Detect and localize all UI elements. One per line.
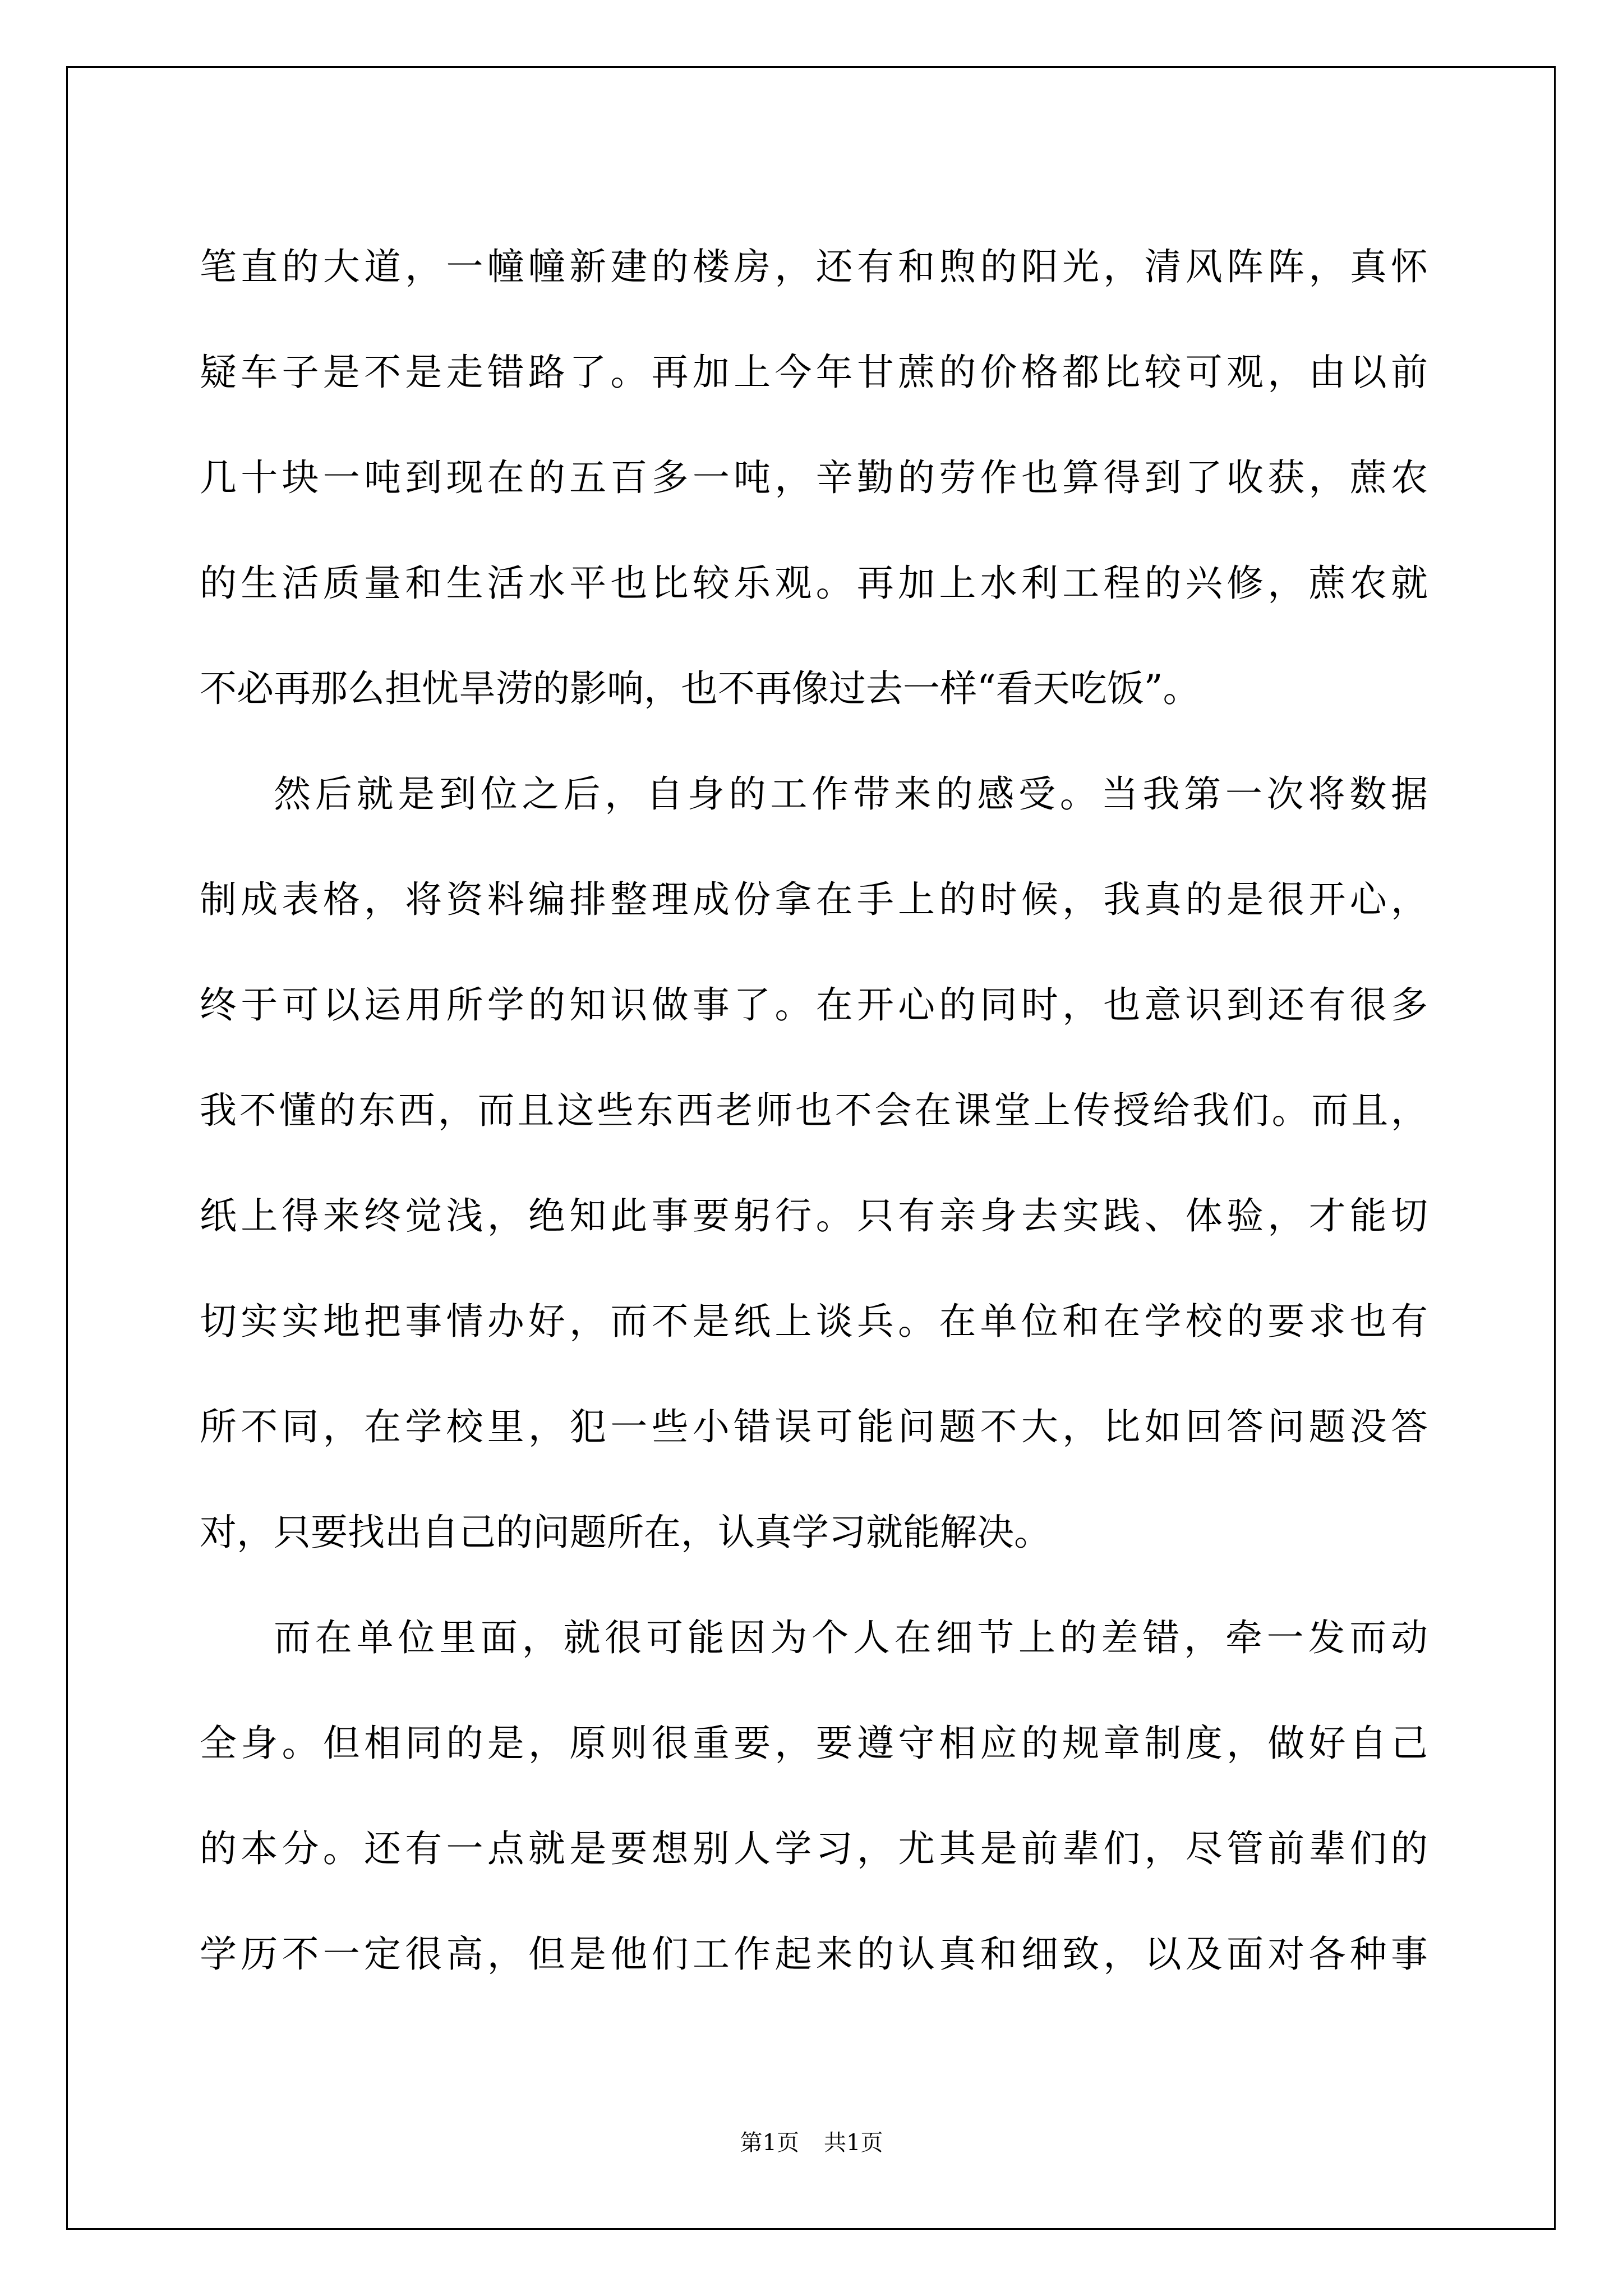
text-line: 几十块一吨到现在的五百多一吨，辛勤的劳作也算得到了收获，蔗农 — [200, 456, 1428, 499]
page-number: 第1页 — [740, 2130, 799, 2156]
page-footer — [0, 2125, 1623, 2157]
text-line: 然后就是到位之后，自身的工作带来的感受。当我第一次将数据 — [274, 772, 1428, 816]
text-line: 的生活质量和生活水平也比较乐观。再加上水利工程的兴修，蔗农就 — [200, 562, 1428, 605]
text-line: 的本分。还有一点就是要想别人学习，尤其是前辈们，尽管前辈们的 — [200, 1827, 1428, 1870]
text-line: 所不同，在学校里，犯一些小错误可能问题不大，比如回答问题没答 — [200, 1405, 1428, 1448]
text-line: 而在单位里面，就很可能因为个人在细节上的差错，牵一发而动 — [274, 1616, 1428, 1659]
text-line: 不必再那么担忧旱涝的影响，也不再像过去一样“看天吃饭”。 — [200, 667, 1200, 710]
text-line: 制成表格，将资料编排整理成份拿在手上的时候，我真的是很开心， — [200, 878, 1428, 921]
document-body — [200, 214, 1428, 2007]
text-line: 我不懂的东西，而且这些东西老师也不会在课堂上传授给我们。而且， — [200, 1089, 1428, 1132]
text-line: 笔直的大道，一幢幢新建的楼房，还有和煦的阳光，清风阵阵，真怀 — [200, 245, 1428, 288]
page-total: 共1页 — [824, 2130, 883, 2156]
text-line: 切实实地把事情办好，而不是纸上谈兵。在单位和在学校的要求也有 — [200, 1300, 1428, 1343]
text-line: 对，只要找出自己的问题所在，认真学习就能解决。 — [200, 1511, 1051, 1554]
text-line: 学历不一定很高，但是他们工作起来的认真和细致，以及面对各种事 — [200, 1932, 1428, 1976]
text-line: 纸上得来终觉浅，绝知此事要躬行。只有亲身去实践、体验，才能切 — [200, 1194, 1428, 1237]
text-line: 疑车子是不是走错路了。再加上今年甘蔗的价格都比较可观，由以前 — [200, 351, 1428, 394]
text-line: 全身。但相同的是，原则很重要，要遵守相应的规章制度，做好自己 — [200, 1722, 1428, 1765]
text-line: 终于可以运用所学的知识做事了。在开心的同时，也意识到还有很多 — [200, 983, 1428, 1027]
